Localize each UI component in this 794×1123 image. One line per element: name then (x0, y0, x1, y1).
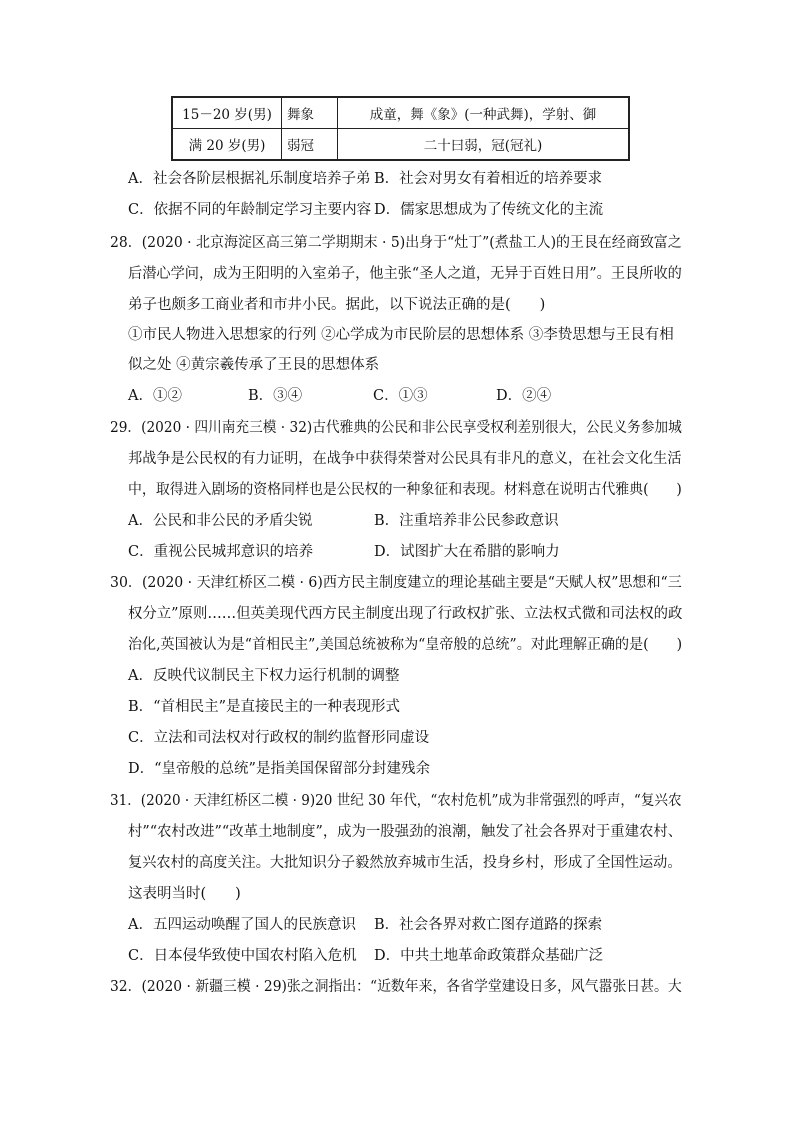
q31-option-b: B．社会各界对救亡图存道路的探索 (374, 917, 603, 933)
age-ritual-table (171, 96, 630, 161)
q27-option-d: D．儒家思想成为了传统文化的主流 (374, 202, 604, 218)
q31-option-c: C．日本侵华致使中国农村陷入危机 (128, 948, 357, 964)
q28-option-a: A．①② (128, 388, 182, 404)
q31-stem-line: 复兴农村的高度关注。大批知识分子毅然放弃城市生活，投身乡村，形成了全国性运动。 (128, 855, 682, 871)
q29-stem-line: 29．(2020 · 四川南充三模 · 32)古代雅典的公民和非公民享受权利差别很大，公民义务参加城 (110, 420, 682, 436)
q30-stem-line: 权分立”原则……但英美现代西方民主制度出现了行政权扩张、立法权式微和司法权的政 (128, 606, 683, 622)
q30-stem-line: 30．(2020 · 天津红桥区二模 · 6)西方民主制度建立的理论基础主要是“天赋人权”思想和“三 (110, 575, 682, 591)
q30-option-d: D．“皇帝般的总统”是指美国保留部分封建残余 (128, 761, 430, 777)
q31-stem-line: 这表明当时( ) (128, 886, 241, 902)
q31-option-a: A．五四运动唤醒了国人的民族意识 (128, 917, 356, 933)
q30-stem-line: 治化,英国被认为是“首相民主”,美国总统被称为“皇帝般的总统”。对此理解正确的是( ) (128, 637, 683, 653)
table-cell-age: 15－20 岁(男) (172, 97, 282, 129)
q29-option-b: B．注重培养非公民参政意识 (374, 513, 559, 529)
q30-option-a: A．反映代议制民主下权力运行机制的调整 (128, 668, 400, 684)
q31-stem-line: 31．(2020 · 天津红桥区二模 · 9)20 世纪 30 年代，“农村危机”成为非常强烈的呼声，“复兴农 (110, 793, 682, 809)
q31-stem-line: 村”“农村改进”“改革土地制度”，成为一股强劲的浪潮，触发了社会各界对于重建农村、 (128, 824, 683, 840)
table-cell-content: 二十曰弱，冠(冠礼) (338, 129, 630, 161)
q30-option-b: B．“首相民主”是直接民主的一种表现形式 (128, 699, 400, 715)
q28-stem-line: 后潜心学问，成为王阳明的入室弟子，他主张“圣人之道，无异于百姓日用”。王艮所收的 (128, 266, 682, 282)
table-cell-name: 舞象 (282, 97, 338, 129)
q28-option-d: D．②④ (496, 388, 552, 404)
q28-stem-line: 28．(2020 · 北京海淀区高三第二学期期末 · 5)出身于“灶丁”(煮盐工人)的王艮在经商致富之 (110, 235, 682, 251)
q27-option-b: B．社会对男女有着相近的培养要求 (374, 171, 603, 187)
q27-option-c: C．依据不同的年龄制定学习主要内容 (128, 202, 372, 218)
table-cell-content: 成童，舞《象》(一种武舞)，学射、御 (338, 97, 630, 129)
table-row (172, 97, 629, 129)
q28-option-b: B．③④ (248, 388, 303, 404)
q29-stem-line: 邦战争是公民权的有力证明，在战争中获得荣誉对公民具有非凡的意义，在社会文化生活 (128, 451, 682, 467)
q30-option-c: C．立法和司法权对行政权的制约监督形同虚设 (128, 730, 430, 746)
q28-statement-line: 似之处 ④黄宗羲传承了王艮的思想体系 (128, 357, 380, 373)
q28-option-c: C．①③ (373, 388, 428, 404)
q29-option-c: C．重视公民城邦意识的培养 (128, 544, 314, 560)
table-cell-name: 弱冠 (282, 129, 338, 161)
q27-option-a: A．社会各阶层根据礼乐制度培养子弟 (128, 171, 371, 187)
table-cell-age: 满 20 岁(男) (172, 129, 282, 161)
q29-option-a: A．公民和非公民的矛盾尖锐 (128, 513, 313, 529)
q31-option-d: D．中共土地革命政策群众基础广泛 (374, 948, 604, 964)
q29-stem-line: 中，取得进入剧场的资格同样也是公民权的一种象征和表现。材料意在说明古代雅典( ) (128, 482, 682, 498)
table-row (172, 129, 629, 161)
q32-stem-line: 32．(2020 · 新疆三模 · 29)张之洞指出：“近数年来，各省学堂建设日多，风气嚣张日甚。大 (110, 979, 682, 995)
q29-option-d: D．试图扩大在希腊的影响力 (374, 544, 560, 560)
q28-statement-line: ①市民人物进入思想家的行列 ②心学成为市民阶层的思想体系 ③李贽思想与王艮有相 (128, 327, 674, 343)
q28-stem-line: 弟子也颇多工商业者和市井小民。据此，以下说法正确的是( ) (128, 297, 546, 313)
